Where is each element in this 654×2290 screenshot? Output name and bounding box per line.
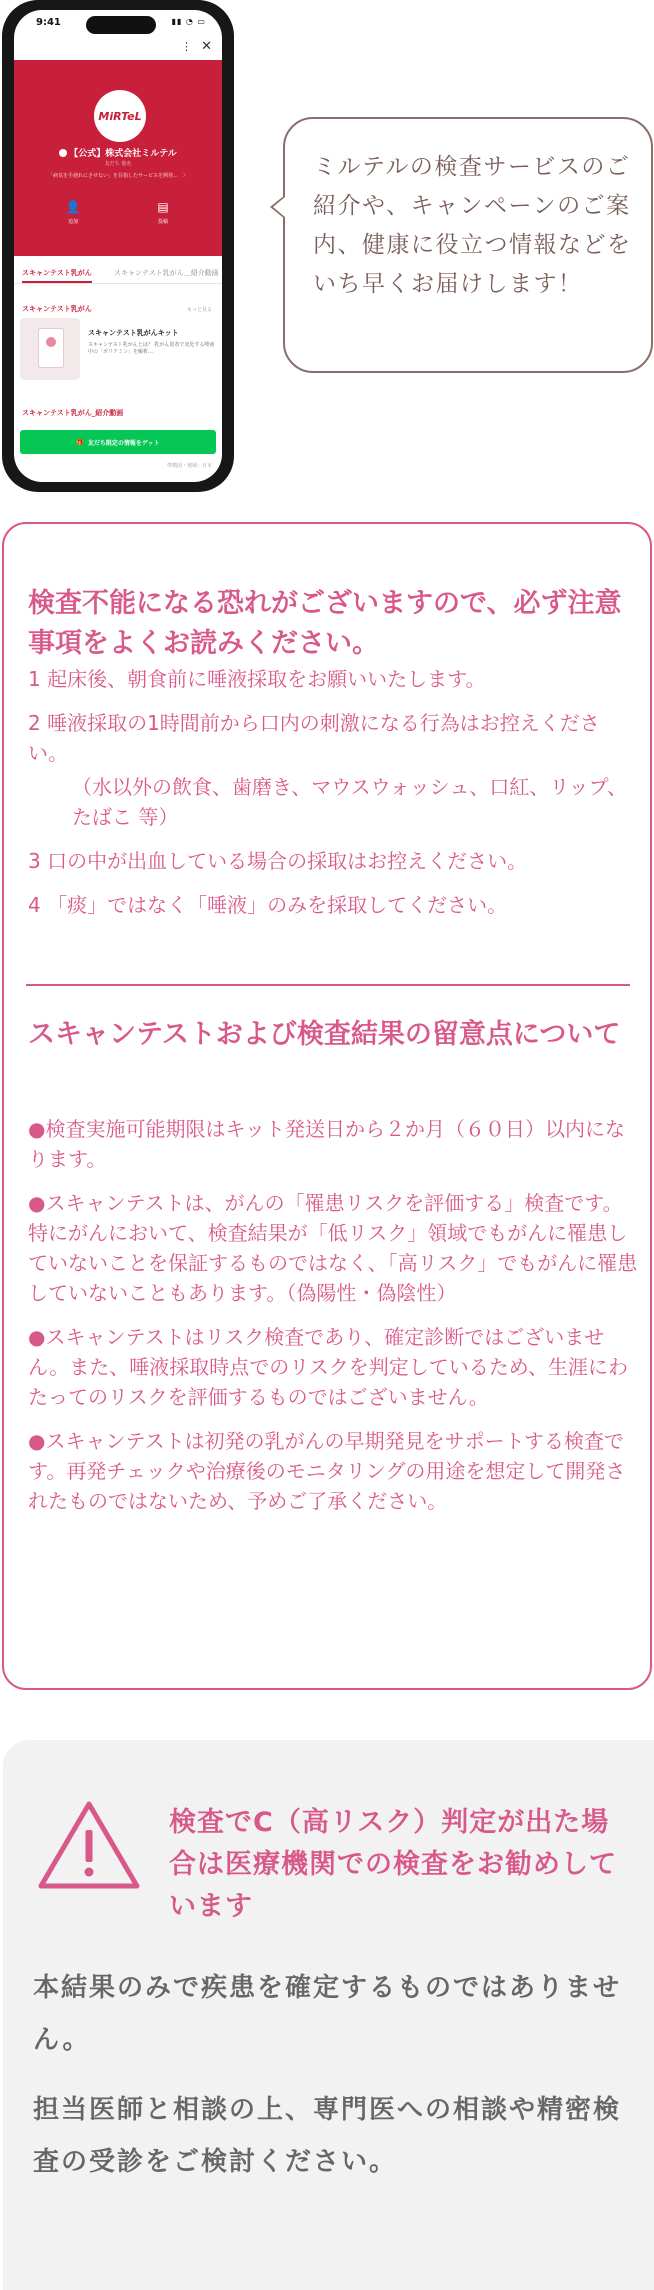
warning-box xyxy=(3,1740,654,2290)
caution-list xyxy=(28,664,638,934)
account-description[interactable]: 「病気を手遅れにさせない」を目指したサービスを開発… 〉 xyxy=(47,173,188,179)
gift-icon: 🎁 xyxy=(76,438,84,446)
notes-list xyxy=(28,1114,638,1530)
tab-intro-video[interactable]: スキャンテスト乳がん＿紹介動画 xyxy=(114,269,219,277)
caution-item-1: 1 起床後、朝食前に唾液採取をお願いいたします。 xyxy=(28,667,486,691)
section-title-scantest: スキャンテスト乳がん xyxy=(22,305,92,313)
caution-item-4: 4 「痰」ではなく「唾液」のみを採取してください。 xyxy=(28,893,508,917)
nav-row xyxy=(14,40,222,58)
kit-box-image xyxy=(38,328,64,368)
product-description: スキャンテスト乳がんとは？ 乳がん患者で変化する唾液中の「ポリアミン」を解析… xyxy=(88,342,215,355)
tab-scantest[interactable]: スキャンテスト乳がん xyxy=(22,269,92,277)
dynamic-island xyxy=(86,16,156,34)
status-icons: ▮▮ ◔ ▭ xyxy=(171,17,206,26)
add-friend-label: 追加 xyxy=(67,219,78,225)
status-time: 9:41 xyxy=(36,17,61,28)
caution-item-2: 2 唾液採取の1時間前から口内の刺激になる行為はお控えください。 xyxy=(28,711,600,765)
bubble-tail-fill xyxy=(273,197,285,217)
close-icon[interactable]: ✕ xyxy=(201,39,212,54)
add-friend-button[interactable] xyxy=(58,200,88,225)
note-item-3: ●スキャンテストはリスク検査であり、確定診断ではございません。また、唾液採取時点でのリスクを判定しているため、生涯にわたってのリスクを評価するものではございません。 xyxy=(28,1325,628,1409)
warning-paragraph-1: 本結果のみで疾患を確定するものではありません。 xyxy=(33,1973,622,2055)
warning-paragraph-2: 担当医師と相談の上、専門医への相談や精密検査の受診をご検討ください。 xyxy=(33,2095,622,2177)
caution-box xyxy=(2,522,652,1690)
warning-triangle-icon xyxy=(37,1798,141,1892)
see-more-link[interactable]: もっと見る xyxy=(186,307,212,313)
mirtel-logo xyxy=(94,90,146,142)
account-header xyxy=(14,60,222,256)
section-title-video: スキャンテスト乳がん_紹介動画 xyxy=(22,409,124,417)
bubble-text: ミルテルの検査サービスのご紹介や、キャンペーンのご案内、健康に役立つ情報などをいち早くお届けします！ xyxy=(313,154,632,297)
person-add-icon: 👤 xyxy=(65,200,81,214)
warning-body xyxy=(33,1962,633,2206)
caution-title: 検査不能になる恐れがございますので、必ず注意事項をよくお読みください。 xyxy=(28,588,622,659)
notes-title: スキャンテストおよび検査結果の留意点について xyxy=(28,1019,621,1050)
phone-mockup xyxy=(2,0,234,492)
document-icon: ▤ xyxy=(157,200,169,214)
caution-item-2-note: （水以外の飲食、歯磨き、マウスウォッシュ、口紅、リップ、たばこ 等） xyxy=(72,775,627,829)
product-name[interactable]: スキャンテスト乳がんキット xyxy=(88,329,179,337)
account-name-text: 【公式】株式会社ミルテル xyxy=(69,149,177,159)
account-sub: 友だち 他名 xyxy=(104,161,132,167)
logo-text: MiRTeL xyxy=(98,109,142,123)
tab-bar xyxy=(14,262,222,284)
warning-title: 検査でC（高リスク）判定が出た場合は医療機関での検査をお勧めしています xyxy=(169,1807,617,1922)
phone-screen xyxy=(14,10,222,482)
note-item-1: ●検査実施可能期限はキット発送日から２か月（６０日）以内になります。 xyxy=(28,1117,626,1171)
caution-item-3: 3 口の中が出血している場合の採取はお控えください。 xyxy=(28,849,528,873)
cta-label: 友だち限定の情報をゲット xyxy=(87,439,160,447)
account-name xyxy=(14,146,222,159)
posts-button[interactable] xyxy=(148,200,178,225)
note-item-2: ●スキャンテストは、がんの「罹患リスクを評価する」検査です。特にがんにおいて、検査結果が「低リスク」領域でもがんに罹患していないことを保証するものではなく、「高リスク」でもがんに罹患していないこともあります。（偽陽性・偽陰性） xyxy=(28,1191,638,1305)
region-note: 準拠国・地域：日本 xyxy=(166,463,212,469)
note-item-4: ●スキャンテストは初発の乳がんの早期発見をサポートする検査です。再発チェックや治療後のモニタリングの用途を想定して開発されたものではないため、予めご了承ください。 xyxy=(28,1429,626,1513)
posts-label: 投稿 xyxy=(157,219,168,225)
official-badge-icon xyxy=(59,149,67,157)
get-friend-info-button[interactable] xyxy=(20,430,216,454)
product-thumbnail[interactable] xyxy=(20,318,80,380)
more-vertical-icon[interactable]: ⋮ xyxy=(181,40,192,53)
status-bar xyxy=(14,10,222,36)
divider xyxy=(26,984,630,986)
